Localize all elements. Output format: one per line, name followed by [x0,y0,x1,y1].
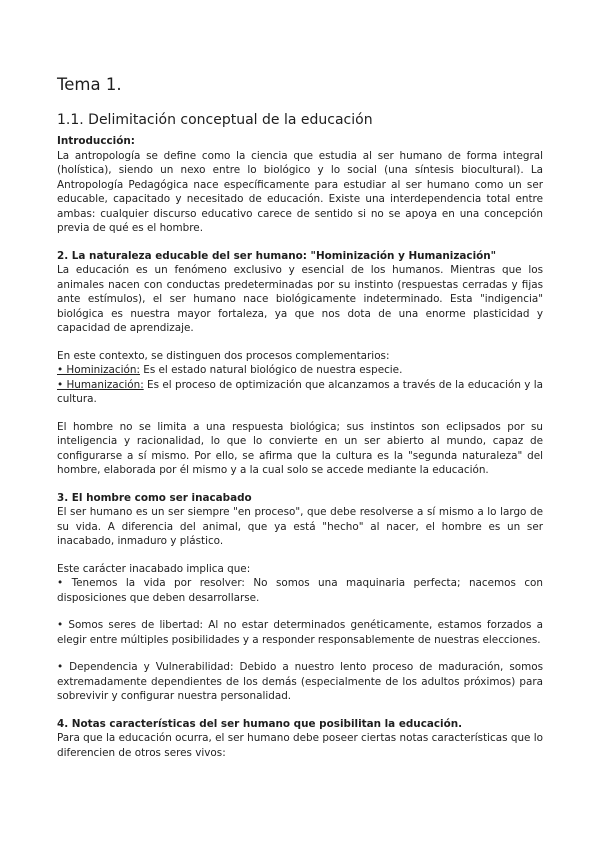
section3-bullet-1: • Tenemos la vida por resolver: No somos una maquinaria perfecta; nacemos con disposiciones que deben desarrollarse. [57,577,543,604]
section2-paragraph-1: La educación es un fenómeno exclusivo y esencial de los humanos. Mientras que los animales nacen con conductas predeterminadas por su instinto (respuestas cerradas y fijas ante estímulos), el ser humano nace biológicamente indeterminado. Esta "indigencia" biológica es nuestra mayor fortaleza, ya que nos dota de una enorme plasticidad y capacidad de aprendizaje. [57,264,543,334]
section2-paragraph-3: El hombre no se limita a una respuesta biológica; sus instintos son eclipsados por su inteligencia y racionalidad, lo que lo convierte en un ser abierto al mundo, capaz de configurarse a sí mismo. Por ello, se afirma que la cultura es la "segunda naturaleza" del hombre, elaborada por él mismo y a la cual solo se accede mediante la educación. [57,420,543,476]
section4-heading: 4. Notas características del ser humano que posibilitan la educación. [57,717,463,730]
humanizacion-item [57,378,543,407]
section3-paragraph-2: Este carácter inacabado implica que: [57,562,251,575]
section3-bullet-3: • Dependencia y Vulnerabilidad: Debido a nuestro lento proceso de maduración, somos extremadamente dependientes de los demás (especialmente de los adultos próximos) para sobrevivir y configurar nuestra personalidad. [57,661,543,702]
hominizacion-text: Es el estado natural biológico de nuestra especie. [139,364,403,376]
intro-heading: Introducción: [57,135,135,147]
hominizacion-term: • Hominización: [57,364,140,376]
section4-paragraph-1: Para que la educación ocurra, el ser humano debe poseer ciertas notas características que lo diferencien de otros seres vivos: [57,732,543,759]
section-subtitle: 1.1. Delimitación conceptual de la educación [57,112,373,128]
section2-paragraph-2: En este contexto, se distinguen dos procesos complementarios: [57,349,390,362]
humanizacion-term: • Humanización: [57,378,144,391]
section3-paragraph-1: El ser humano es un ser siempre "en proceso", que debe resolverse a sí mismo a lo largo de su vida. A diferencia del animal, que ya está "hecho" al nacer, el hombre es un ser inacabado, inmaduro y plástico. [57,506,543,547]
section3-bullet-2: • Somos seres de libertad: Al no estar determinados genéticamente, estamos forzados a elegir entre múltiples posibilidades y a responder responsablemente de nuestras elecciones. [57,619,543,646]
humanizacion-text: Es el proceso de optimización que alcanzamos a través de la educación y la cultura. [57,378,544,405]
section2-heading: 2. La naturaleza educable del ser humano: "Hominización y Humanización" [57,249,497,262]
intro-paragraph: La antropología se define como la ciencia que estudia al ser humano de forma integral (holística), siendo un nexo entre lo biológico y lo social (una síntesis biocultural). La Antropología Pedagógica nace específicamente para estudiar al ser humano como un ser educable, capacitado y necesitado de educación. Existe una interdependencia total entre ambas: cualquier discurso educativo carece de sentido si no se apoya en una concepción previa de qué es el hombre. [57,149,543,234]
section3-heading: 3. El hombre como ser inacabado [57,491,252,504]
hominizacion-item [57,363,543,378]
page-title: Tema 1. [57,75,122,94]
